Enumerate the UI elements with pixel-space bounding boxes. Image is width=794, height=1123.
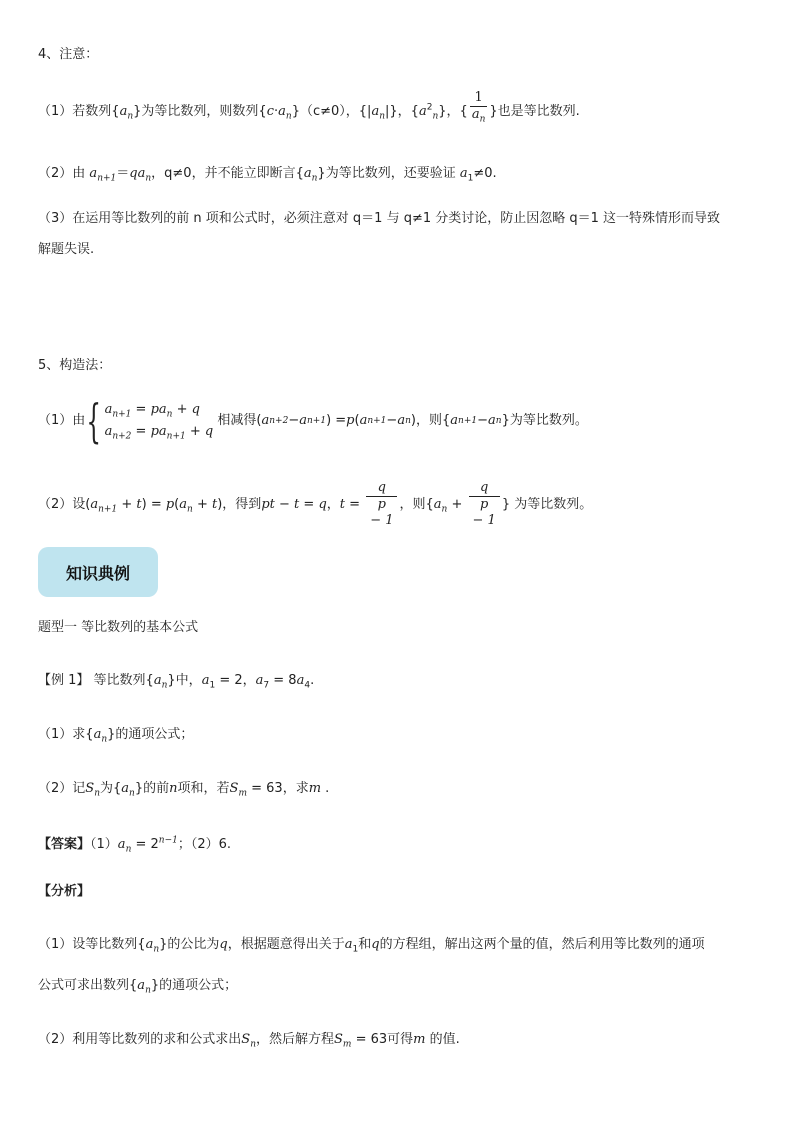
- question-2: （2）记$S_n$为$\{a_n\}$的前n项和，若$S_m = 63$，求m .: [38, 781, 330, 799]
- note-3-line2: 解题失误.: [38, 242, 95, 257]
- note-1: （1）若数列$\{a_n\}$为等比数列，则数列$\{c\cdot a_n\}(c\ne 0)$，$\{|a_n|\}$，$\{a^2_n\}$，{ $\frac{1}{a_n}$ }也是等比数列.: [38, 90, 580, 125]
- answer: 【答案】$(1)a_n = 2^{n-1}$；（2）6.: [38, 835, 232, 855]
- knowledge-examples-badge: 知识典例: [38, 547, 158, 597]
- analysis-label: 【分析】: [38, 884, 91, 899]
- type-1-heading: 题型一 等比数列的基本公式: [38, 620, 199, 635]
- construct-2: （2）设$(a_{n+1} + t) = p(a_n + t)$，得到pt − t = q，t = q p − 1 ，则{$a_n$ + q p − 1 } 为等比数列。: [38, 480, 593, 528]
- analysis-2: （2）利用等比数列的求和公式求出$S_n$，然后解方程$S_m = 63$可得m 的值.: [38, 1032, 460, 1050]
- analysis-1-line2: 公式可求出数列$\{a_n\}$的通项公式；: [38, 978, 238, 996]
- note-2: （2）由 $a_{n+1}=qa_n$，q≠0，并不能立即断言$\{a_n\}$为等比数列，还要验证 $a_1\ne 0$.: [38, 166, 497, 184]
- section-5-heading: 5、构造法：: [38, 358, 112, 373]
- section-4-heading: 4、注意：: [38, 47, 99, 62]
- analysis-1-line1: （1）设等比数列$\{a_n\}$的公比为q，根据题意得出关于$a_1$和q的方程组，解出这两个量的值，然后利用等比数列的通项: [38, 937, 705, 955]
- construct-1: （1）由 { $a_{n+1} = pa_n + q$ $a_{n+2} = pa_{n+1} + q$ 相减得 ( a n+2 − a n+1 ) = p ( a n+1 − a n ) ，则 { a n+1 − a n } 为等比数列。: [38, 394, 588, 448]
- note-3-line1: （3）在运用等比数列的前 n 项和公式时，必须注意对 q＝1 与 q≠1 分类讨论，防止因忽略 q＝1 这一特殊情形而导致: [38, 211, 721, 226]
- question-1: （1）求$\{a_n\}$的通项公式；: [38, 727, 194, 745]
- example-1: 【例 1】 等比数列$\{a_n\}$中，$a_1 = 2$，$a_7 = 8a_4$.: [38, 673, 315, 691]
